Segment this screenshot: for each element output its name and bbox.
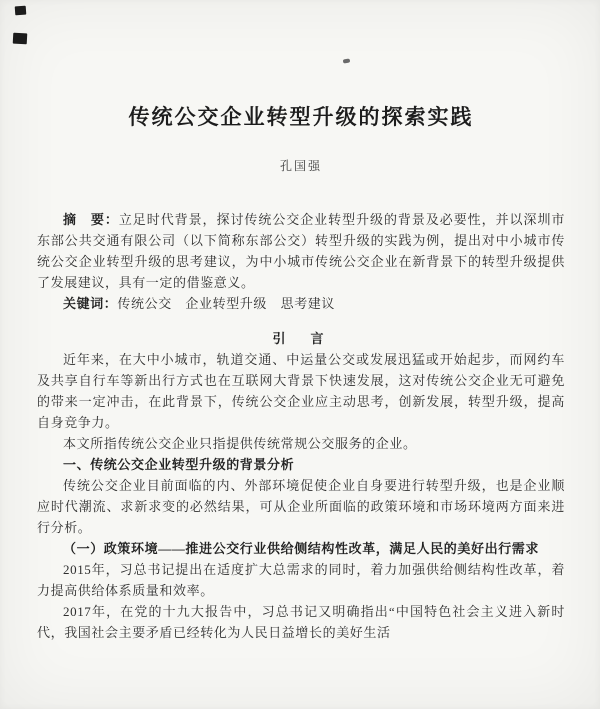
- scan-artifact-top-left-1: [15, 6, 27, 16]
- body-paragraph-5: 2017年，在党的十九大报告中，习总书记又明确指出“中国特色社会主义进入新时代，我国社会主要矛盾已经转化为人民日益增长的美好生活: [37, 604, 565, 640]
- abstract-text: 立足时代背景，探讨传统公交企业转型升级的背景及必要性，并以深圳市东部公共交通有限公司（以下简称东部公交）转型升级的实践为例，提出对中小城市传统公交企业转型升级的思考建议，为中小城市传统公交企业在新背景下的转型升级提供了发展建议，具有一定的借鉴意义。: [37, 212, 566, 290]
- keywords-label: 关键词：: [63, 296, 118, 311]
- author-name: 孔国强: [279, 159, 322, 173]
- document-content: [37, 0, 565, 643]
- keywords-text: 传统公交 企业转型升级 思考建议: [117, 296, 336, 311]
- keywords-line: [37, 293, 565, 314]
- body-paragraph-4: 2015年，习总书记提出在适度扩大总需求的同时，着力加强供给侧结构性改革，着力提高供给体系质量和效率。: [37, 562, 565, 598]
- section-heading-1: 一、传统公交企业转型升级的背景分析: [63, 457, 295, 472]
- abstract-paragraph: [37, 209, 565, 293]
- body-paragraph-3: 传统公交企业目前面临的内、外部环境促使企业自身要进行转型升级，也是企业顺应时代潮流、求新求变的必然结果，可从企业所面临的政策环境和市场环境两方面来进行分析。: [37, 478, 565, 535]
- abstract-label: 摘 要：: [63, 212, 119, 227]
- body-paragraph-2: 本文所指传统公交企业只指提供传统常规公交服务的企业。: [63, 436, 417, 451]
- section-heading-1-1: （一）政策环境——推进公交行业供给侧结构性改革，满足人民的美好出行需求: [63, 541, 540, 556]
- scan-artifact-top-left-2: [13, 33, 28, 45]
- document-title: 传统公交企业转型升级的探索实践: [128, 105, 474, 129]
- introduction-heading: 引 言: [272, 331, 330, 346]
- body-paragraph-1: 近年来，在大中小城市，轨道交通、中运量公交或发展迅猛或开始起步，而网约车及共享自行车等新出行方式也在互联网大背景下快速发展，这对传统公交企业无可避免的带来一定冲击，在此背景下，传统公交企业应主动思考，创新发展，转型升级，提高自身竞争力。: [37, 352, 565, 430]
